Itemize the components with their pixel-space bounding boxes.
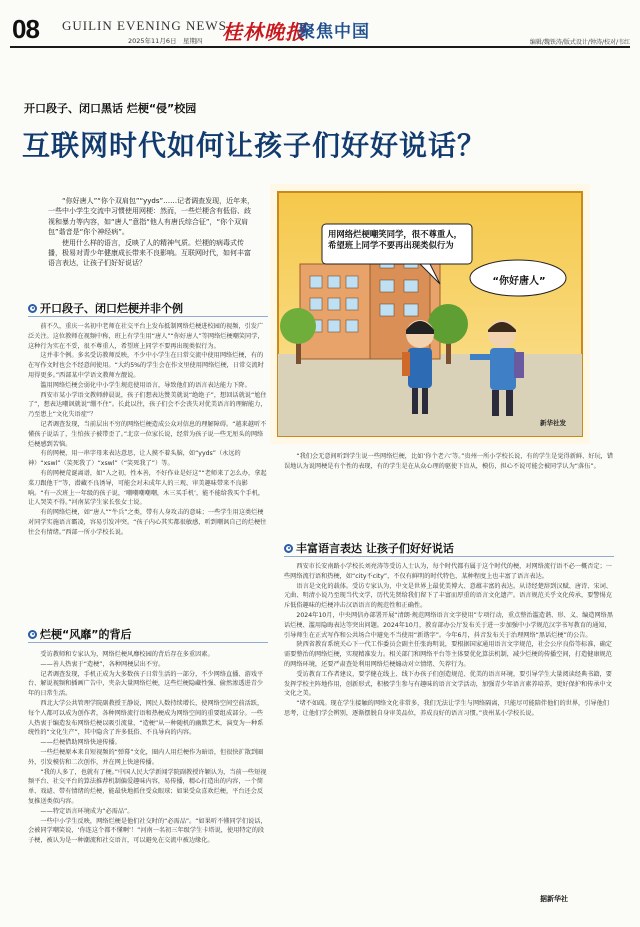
body-paragraph: 一些中小学生反映，网络烂梗是他们社交时的“必需品”。“如果听不懂同学们说话，会被同学嘲笑说，‘你连这个都不懂啊’！”河南一名初三年级学生卡塔说，使用特定的段子梗，被认为是一种潮流和社交语言，可以避免在交流中被边缘化。 [28, 817, 267, 845]
body-paragraph: “堵不如疏。现在学生接触的网络文化非常多，我们无法让学生与网络隔离，只能尽可能陪伴他们的世界，引导他们思考，让他们学会辨别，逐渐摆脱自身审美品位，养成良好的语言习惯。”贵州某小学校长说。 [284, 700, 609, 717]
body-paragraph: “我的人多了，也就有了梗。”中国人民大学新闻学院副教授许颖认为，当前一些短视频平台、社交平台的算法推荐机制偏爱趣味内容，易传播，精心打造出的内容，一个简单、戏谑、带有情绪的烂梗，能最快地抓住受众眼球；如果受众喜欢烂梗，平台还会反复推送类似内容。 [28, 768, 267, 805]
body-paragraph: 语言是文化的载体。受访专家认为，中文是世界上最优美博大、意蕴丰富的表达。从诗经楚辞到汉赋、唐诗、宋词、元曲、明清小说乃至现当代文学，历代先贤给我们留下了丰富而厚重的语言文化遗产。语言规范关乎文化传承，要警惕克斥低俗趣味的烂梗冲击汉语语言的规范性和正确性。 [284, 582, 612, 610]
body-paragraph: 有的网梗荒诞离谱，如“人之初，性本善，不好作业是好这”“老师来了怎么办，拿起菜刀跟他干”等，潜藏不良诱导，可能会对未成年人的三观、审美趣味带来不良影响。“有一次班上一年级的孩子说，‘嘲嘲嘲嘲嘲，木三买手机’，能不能给我买个手机，让人哭笑不得。”河南某学生家长张女士说。 [28, 469, 267, 507]
section-heading-3 [284, 540, 454, 556]
editor-credits: 编辑/魏铁涛/版式设计/钟涛/校对/韦红 [529, 39, 630, 46]
column-right-upper [284, 452, 614, 472]
page-number: 08 [12, 14, 39, 44]
column-left [28, 322, 268, 538]
masthead-rule [10, 46, 630, 48]
column-left-lower [28, 650, 268, 846]
section-heading-text: 丰富语言表达 让孩子们好好说话 [296, 542, 454, 555]
section-bullet-icon [284, 544, 293, 553]
body-paragraph: “我们会无意间听到学生说一些网络烂梗，比如‘你个老六’等。”贵州一所小学校长说，有的学生是觉得新鲜、好玩，错误地认为说网梗是有个性的表现，有的学生是在从众心理的驱使下盲从，模仿，担心不说可能会被同学认为“落伍”。 [284, 453, 614, 470]
cartoon-artwork [270, 184, 590, 444]
body-paragraph: 滥用网络烂梗会弱化中小学生规范使用语言，导致他们的语言表达能力下降。 [40, 381, 251, 389]
body-paragraph: 有的网梗，用一串字母来表达意思，让人摸不着头脑，如“yyds”（永远的神）“xswl”（笑死我了）“xswl”（“笑死我了”）等。 [28, 450, 241, 468]
source-credit: 据新华社 [540, 895, 568, 903]
body-paragraph: ——善人热衷于“造梗”，各种网梗层出不穷。 [40, 660, 165, 668]
section-title: 聚焦中国 [298, 22, 370, 42]
speech-bubble-right: “你好唐人” [492, 276, 546, 287]
section-divider [28, 316, 268, 317]
body-paragraph: 一些烂梗原本来自短视频的“弹幕”文化，圈内人用烂梗作为暗语，但很快扩散到圈外，引发模仿和二次创作，并在网上快速传播。 [28, 748, 264, 766]
cartoon-illustration [270, 184, 590, 444]
paper-logo: 桂林晚报 [222, 20, 306, 44]
body-paragraph: 记者调查发现，手机正成为大多数孩子日常生活的一部分，不少网络直播、游戏平台、解说视频和插画广告中，夹杂大量网络烂梗，这些烂梗隐藏性强、偷然渗透进青少年的日常生活。 [28, 670, 264, 698]
body-paragraph: 记者调查发现，当前层出不穷的网络烂梗造成公众对信息的理解障碍。“越来越听不懂孩子说话了，生怕孩子被带歪了。”北京一位家长说，经常为孩子说一些无厘头的网络烂梗感到苦恼。 [28, 420, 267, 448]
body-paragraph: 西安市某小学语文教师薛晨说，孩子们想表达赞美就说“绝绝子”，想回话就说“尬住了”，想表达嘲讽就说“绷不住”。长此以往，孩子们会不会丧失对优美语言的理解能力，乃至患上“文化失语症”？ [28, 391, 267, 419]
article-headline: 互联网时代如何让孩子们好好说话？ [22, 129, 487, 162]
speech-bubble-left: 用网络烂梗嘲笑同学，很不尊重人，希望班上同学不要再出现类似行为 [328, 229, 462, 250]
body-paragraph: 这并非个例。多名受访教师反映，不少中小学生在日常交流中使用网络烂梗，有的在写作文时也会不经意间使用。“大约5%的学生会在作文里使用网络烂梗，日常交流时用得更多。”西部某中学语文教师左靓说。 [28, 352, 264, 379]
section-bullet-icon [28, 304, 37, 313]
illustration-credit: 新华社发 [540, 419, 566, 427]
section-bullet-icon [28, 630, 37, 639]
column-right [284, 562, 614, 719]
article-kicker: 开口段子、闭口黑话 烂梗“侵”校园 [24, 102, 197, 115]
body-paragraph: ——烂梗借助网络快速传播。 [40, 739, 121, 747]
section-divider [284, 556, 614, 557]
body-paragraph: 陕西省教育系统关心下一代工作委员会副主任张海明说，要根据国家通用语言文字规范，社会公序良俗等标准，确定需要整治的网络烂梗，实现精准发力。相关部门和网络平台等主体要优化算法机制，减少烂梗的传播空间，打造健康规范的网络环境，还要严肃查处利用网络烂梗煽动对立情绪、矢荐行为。 [284, 641, 612, 668]
paper-name-english: GUILIN EVENING NEWS [62, 18, 227, 33]
publication-date: 2025年11月6日 星期四 [128, 37, 203, 45]
body-paragraph: 前不久，重庆一名初中老师在社交平台上发布抵制网络烂梗进校园的视频，引发广泛关注。这位教师在视频中称，班上有学生用“唐人”“你好唐人”等网络烂梗嘲笑同学，这种行为实在不妥，很不尊重人，希望班上同学不要再出现类似行为。 [28, 323, 264, 350]
body-paragraph: 受访教育工作者建议，要学健在线上、线下办孩子们创造规范、优美的语言环境，要引导学生大量阅读经典书籍，要发挥学校主阵地作用，创新形式，积极学生参与有趣味的语言文学活动，加强青少年语言素养培养，更好保护和传承中文文化之美。 [284, 670, 612, 698]
article-lead [48, 196, 256, 269]
section-heading-text: 烂梗“风靡”的背后 [40, 628, 132, 641]
lead-paragraph: 使用什么样的语言，反映了人的精神气质。烂梗的病毒式传播，极易对青少年健康成长带来不良影响。互联网时代，如何丰富语言表达，让孩子们好好说话？ [48, 238, 251, 268]
body-paragraph: 2024年10月，中央网信办部署开展“清朗·规范网络语言文字使用”专项行动，重点整治滥造谐、形、义、编造网络黑话烂梗、滥用隐晦表达等突出问题。2024年10月，教育部办公厅发布关于进一步加强中小学规范汉字书写教育的通知，引导师生在正式写作和公共场合中避免不当使用“新谐字”。今年6月，抖音发布关于治理网络“黑话烂梗”的公告。 [284, 611, 614, 639]
body-paragraph: 受访教师和专家认为，网络烂梗风靡校园的背后存在多重因素。 [40, 651, 214, 658]
body-paragraph: 西北大学公共管理学院副教授王静说，网民人数持续增长，使网络空间空前活跃，每个人都可以成为创作者，各种网络流行语和热梗成为网络空间的重要组成部分。一些人热衷于编造发布网络烂梗以吸引流量，“造梗”从一种随机的幽默艺术，演变为一种系统性的“文化生产”，其中隐含了许多低俗、不良导向的内容。 [28, 699, 264, 737]
section-divider [28, 642, 268, 643]
section-heading-2 [28, 626, 131, 642]
section-heading-text: 开口段子、闭口烂梗并非个例 [40, 302, 183, 315]
body-paragraph: 有的网络烂梗，如“唐人”“牛兵”之类，带有人身攻击的意味；一些学生用这类烂梗对同学实施语言霸凌，容易引发冲突。“孩子内心其实都很敏感，听到嘲讽自己的烂梗往往会有情绪。”西部一所小学校长说。 [28, 509, 267, 536]
body-paragraph: ——特定语言环境成为“必需品”。 [40, 807, 134, 815]
section-heading-1 [28, 300, 183, 316]
body-paragraph: 西安市长安南路小学校长刘亮涛等受访人士认为，每个时代都有属于这个时代的梗，对网络流行语不必一概否定；一些网络流行语和热梗，如“city不city”，不仅有鲜明的时代特色，某种程度上也丰富了语言表达。 [284, 563, 612, 580]
lead-paragraph: “你好唐人”“你个双肩包”“yyds”……记者调查发现，近年来，一些中小学生交流中习惯使用网梗：然而，一些烂梗含有低俗、歧视和暴力等内容，如“唐人”意指“他人有唐氏综合征”，“你个双肩包”谐音是“你个神经病”。 [48, 197, 255, 237]
